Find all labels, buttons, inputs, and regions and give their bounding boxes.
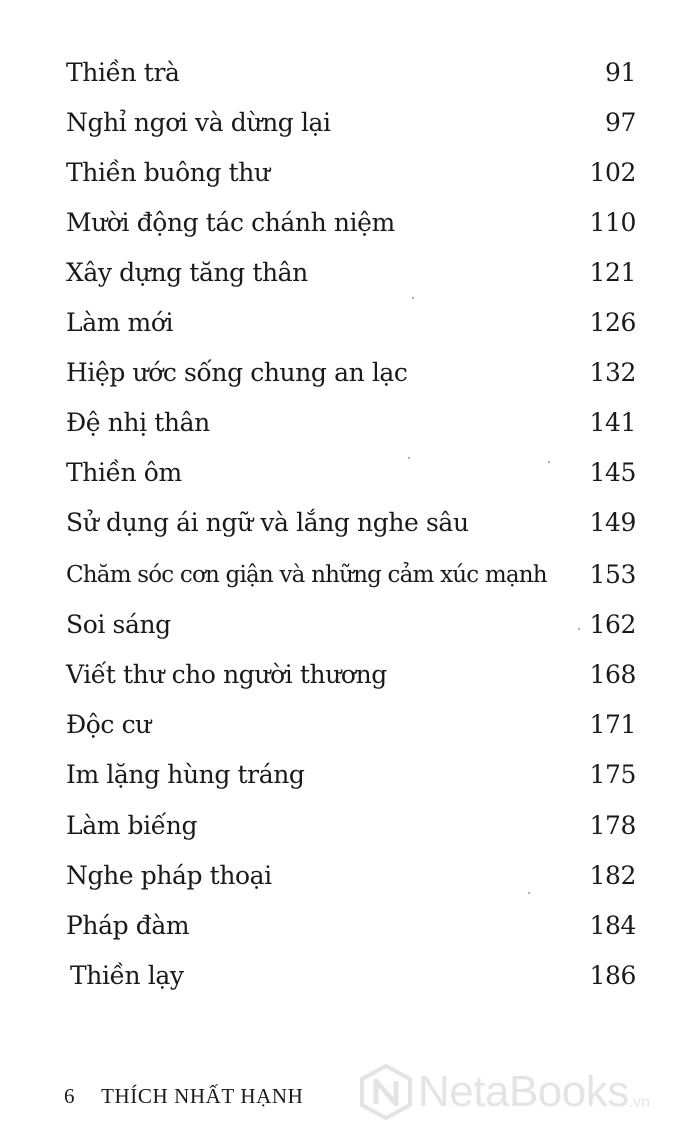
toc-entry-page: 182 — [589, 861, 636, 890]
toc-entry-title: Viết thư cho người thương — [66, 660, 387, 689]
toc-entry-title: Hiệp ước sống chung an lạc — [66, 358, 408, 387]
toc-entry-page: 97 — [604, 108, 636, 137]
toc-entry-page: 168 — [589, 660, 636, 689]
toc-entry — [66, 555, 636, 595]
toc-entry — [66, 353, 636, 393]
toc-entry-title: Độc cư — [66, 710, 151, 739]
toc-entry — [66, 103, 636, 143]
toc-entry-title: Thiền ôm — [66, 458, 182, 487]
page-footer — [64, 1076, 303, 1116]
toc-entry-page: 141 — [589, 408, 636, 437]
toc-entry-page: 184 — [589, 911, 636, 940]
toc-entry — [66, 203, 636, 243]
toc-entry — [66, 253, 636, 293]
page-number: 6 — [64, 1083, 76, 1108]
toc-entry-title: Thiền buông thư — [66, 158, 270, 187]
toc-entry — [66, 806, 636, 846]
toc-entry-title: Nghe pháp thoại — [66, 861, 272, 890]
toc-entry — [66, 705, 636, 745]
toc-entry-title: Chăm sóc cơn giận và những cảm xúc mạnh — [66, 562, 547, 588]
paper-speck — [408, 457, 410, 459]
toc-entry-page: 162 — [589, 610, 636, 639]
toc-entry — [66, 655, 636, 695]
toc-entry-title: Thiền trà — [66, 58, 180, 87]
toc-entry-title: Pháp đàm — [66, 911, 190, 940]
toc-entry — [66, 453, 636, 493]
toc-entry-title: Làm mới — [66, 308, 174, 337]
toc-entry-title: Thiền lạy — [70, 961, 184, 990]
toc-entry-page: 145 — [589, 458, 636, 487]
paper-speck — [548, 461, 550, 463]
toc-entry — [66, 403, 636, 443]
toc-entry-page: 171 — [589, 710, 636, 739]
toc-entry — [66, 303, 636, 343]
toc-entry — [66, 153, 636, 193]
toc-entry — [66, 53, 636, 93]
toc-entry — [66, 906, 636, 946]
toc-entry-page: 186 — [589, 961, 636, 990]
toc-entry — [66, 503, 636, 543]
toc-entry-title: Mười động tác chánh niệm — [66, 208, 395, 237]
toc-entry-page: 121 — [589, 258, 636, 287]
watermark — [360, 1062, 650, 1122]
toc-entry-page: 178 — [589, 811, 636, 840]
toc-entry-title: Đệ nhị thân — [66, 408, 210, 437]
toc-entry-title: Im lặng hùng tráng — [66, 760, 305, 789]
toc-entry-page: 153 — [589, 560, 636, 589]
toc-entry-title: Nghỉ ngơi và dừng lại — [66, 108, 331, 137]
toc-entry-page: 91 — [604, 58, 636, 87]
toc-entry — [66, 755, 636, 795]
running-head-author: THÍCH NHẤT HẠNH — [101, 1083, 304, 1108]
paper-speck — [528, 892, 530, 894]
watermark-brand: NetaBooks — [418, 1067, 629, 1116]
toc-entry-page: 110 — [589, 208, 636, 237]
toc-entry-title: Làm biếng — [66, 811, 198, 840]
toc-entry-title: Xây dựng tăng thân — [66, 258, 308, 287]
toc-entry-title: Sử dụng ái ngữ và lắng nghe sâu — [66, 508, 469, 537]
toc-entry-title: Soi sáng — [66, 610, 171, 639]
toc-entry — [66, 956, 636, 996]
paper-speck — [412, 297, 414, 299]
watermark-suffix: .vn — [628, 1094, 651, 1111]
paper-speck — [578, 628, 580, 630]
toc-entry-page: 149 — [589, 508, 636, 537]
toc-entry-page: 126 — [589, 308, 636, 337]
toc-entry-page: 175 — [589, 760, 636, 789]
toc-entry-page: 102 — [589, 158, 636, 187]
toc-entry — [66, 856, 636, 896]
toc-entry-page: 132 — [589, 358, 636, 387]
toc-entry — [66, 605, 636, 645]
netabooks-logo-icon — [360, 1064, 412, 1120]
